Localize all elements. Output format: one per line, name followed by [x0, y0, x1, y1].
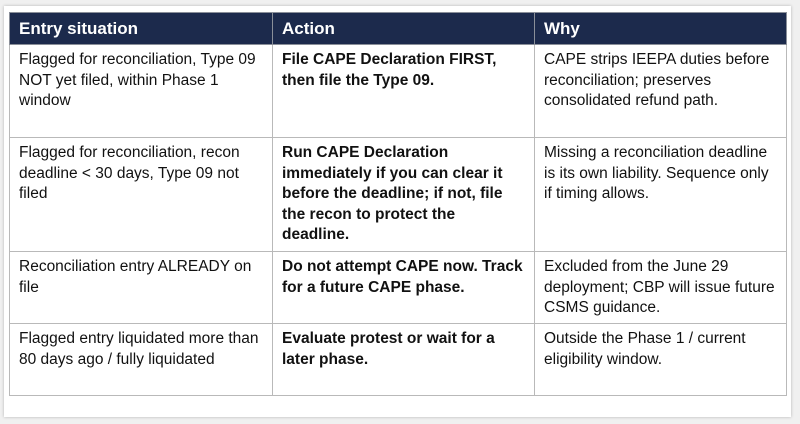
why-cell: Missing a reconciliation deadline is its own liability. Sequence only if timing allows.	[535, 138, 787, 252]
table-row	[10, 324, 787, 396]
situation-cell: Reconciliation entry ALREADY on file	[10, 252, 273, 324]
action-cell: Run CAPE Declaration immediately if you can clear it before the deadline; if not, file the recon to protect the deadline.	[273, 138, 535, 252]
guidance-table	[9, 12, 787, 396]
situation-cell: Flagged for reconciliation, Type 09 NOT yet filed, within Phase 1 window	[10, 45, 273, 138]
table-header-row	[10, 13, 787, 45]
action-cell: File CAPE Declaration FIRST, then file the Type 09.	[273, 45, 535, 138]
why-cell: Excluded from the June 29 deployment; CBP will issue future CSMS guidance.	[535, 252, 787, 324]
action-cell: Evaluate protest or wait for a later phase.	[273, 324, 535, 396]
why-cell: Outside the Phase 1 / current eligibility window.	[535, 324, 787, 396]
table-row	[10, 252, 787, 324]
situation-cell: Flagged entry liquidated more than 80 days ago / fully liquidated	[10, 324, 273, 396]
header-action: Action	[273, 13, 535, 45]
header-why: Why	[535, 13, 787, 45]
why-cell: CAPE strips IEEPA duties before reconciliation; preserves consolidated refund path.	[535, 45, 787, 138]
action-cell: Do not attempt CAPE now. Track for a future CAPE phase.	[273, 252, 535, 324]
table-card	[4, 6, 791, 417]
table-row	[10, 45, 787, 138]
situation-cell: Flagged for reconciliation, recon deadline < 30 days, Type 09 not filed	[10, 138, 273, 252]
table-row	[10, 138, 787, 252]
header-entry-situation: Entry situation	[10, 13, 273, 45]
